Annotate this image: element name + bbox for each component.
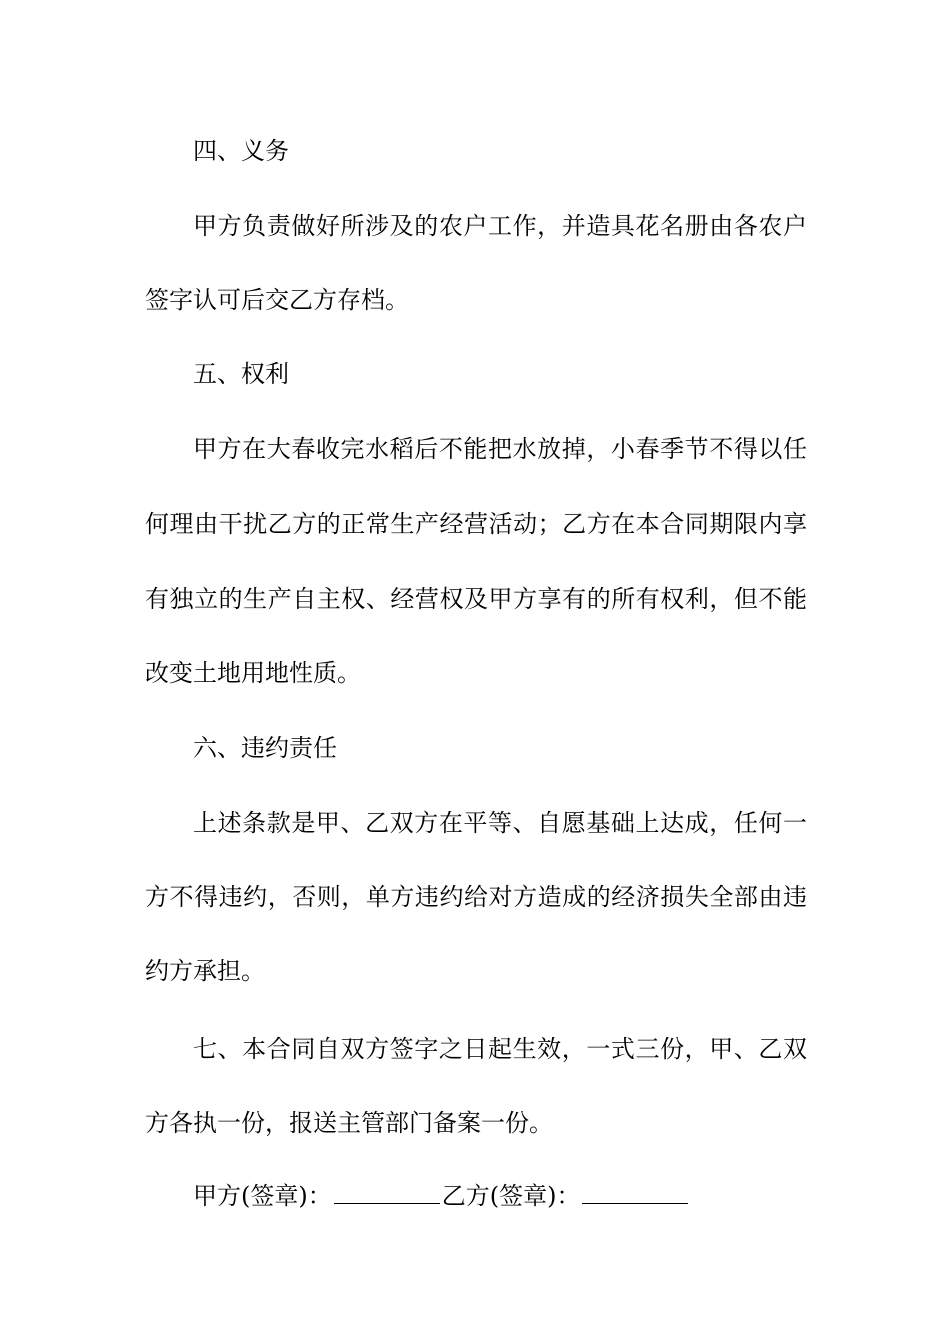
paragraph-line: 方不得违约，否则，单方违约给对方造成的经济损失全部由违: [145, 883, 807, 911]
paragraph-line: 改变土地用地性质。: [145, 659, 361, 687]
paragraph-line: 签字认可后交乙方存档。: [145, 286, 409, 314]
paragraph-line: 方各执一份，报送主管部门备案一份。: [145, 1109, 553, 1137]
paragraph-line: 何理由干扰乙方的正常生产经营活动；乙方在本合同期限内享: [145, 510, 807, 538]
section-heading-liability: 六、违约责任: [193, 734, 337, 762]
signature-row: [193, 1181, 690, 1211]
paragraph-line: 七、本合同自双方签字之日起生效，一式三份，甲、乙双: [193, 1035, 807, 1063]
paragraph-line: 有独立的生产自主权、经营权及甲方享有的所有权利，但不能: [145, 585, 807, 613]
party-b-signature-blank: [582, 1181, 688, 1204]
section-heading-rights: 五、权利: [193, 360, 289, 388]
section-heading-obligations: 四、义务: [193, 137, 289, 165]
paragraph-line: 上述条款是甲、乙双方在平等、自愿基础上达成，任何一: [193, 809, 807, 837]
paragraph-line: 约方承担。: [145, 957, 265, 985]
paragraph-line: 甲方在大春收完水稻后不能把水放掉，小春季节不得以任: [193, 435, 807, 463]
paragraph-line: 甲方负责做好所涉及的农户工作，并造具花名册由各农户: [193, 212, 807, 240]
party-a-signature-label: 甲方(签章)：: [193, 1182, 332, 1210]
party-a-signature-blank: [334, 1181, 440, 1204]
party-b-signature-label: 乙方(签章)：: [441, 1182, 581, 1210]
